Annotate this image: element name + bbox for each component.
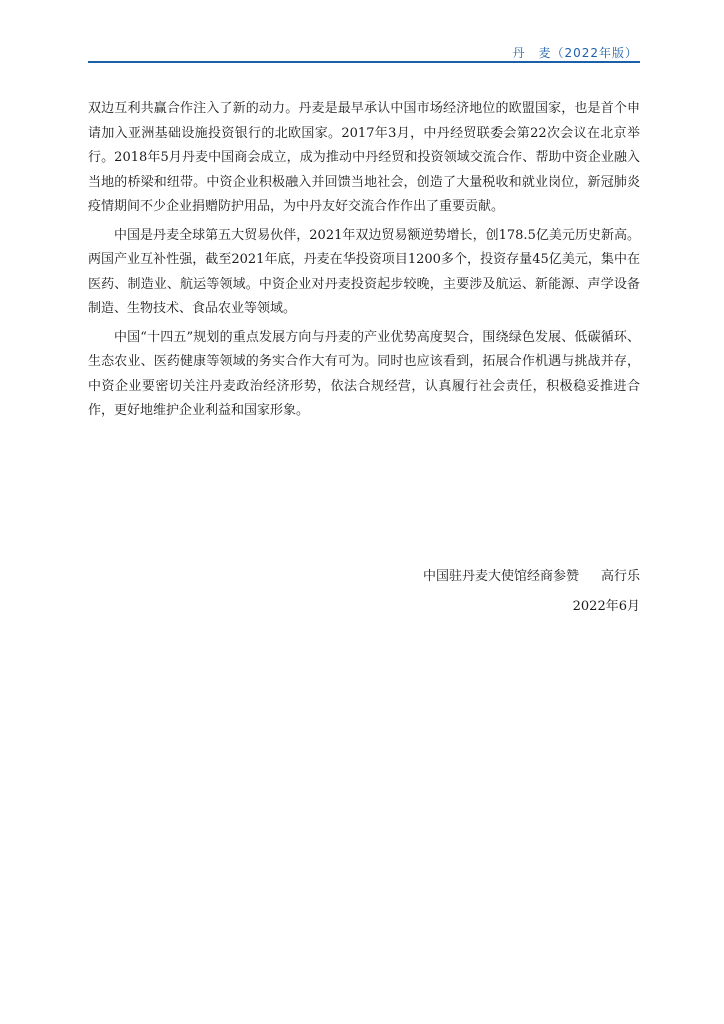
paragraph-trade: 中国是丹麦全球第五大贸易伙伴，2021年双边贸易额逆势增长，创178.5亿美元历史新高。两国产业互补性强，截至2021年底，丹麦在华投资项目1200多个，投资存量45亿美元，集中在医药、制造业、航运等领域。中资企业对丹麦投资起步较晚，主要涉及航运、新能源、声学设备制造、生物技术、食品农业等领域。 (88, 227, 640, 316)
signature-title: 中国驻丹麦大使馆经商参赞 (422, 569, 579, 584)
body-text (88, 97, 640, 428)
signature-block (423, 562, 640, 622)
signature-line (423, 562, 640, 592)
running-header-title: 丹 麦（2022年版） (512, 46, 638, 60)
signature-date: 2022年6月 (572, 599, 640, 614)
paragraph-continued: 双边互利共赢合作注入了新的动力。丹麦是最早承认中国市场经济地位的欧盟国家，也是首个申请加入亚洲基础设施投资银行的北欧国家。2017年3月，中丹经贸联委会第22次会议在北京举行。2018年5月丹麦中国商会成立，成为推动中丹经贸和投资领域交流合作、帮助中资企业融入当地的桥梁和纽带。中资企业积极融入并回馈当地社会，创造了大量税收和就业岗位，新冠肺炎疫情期间不少企业捐赠防护用品，为中丹友好交流合作作出了重要贡献。 (88, 101, 640, 214)
page-header (88, 44, 640, 64)
paragraph-outlook: 中国“十四五”规划的重点发展方向与丹麦的产业优势高度契合，围绕绿色发展、低碳循环、生态农业、医药健康等领域的务实合作大有可为。同时也应该看到，拓展合作机遇与挑战并存，中资企业要密切关注丹麦政治经济形势，依法合规经营，认真履行社会责任，积极稳妥推进合作，更好地维护企业利益和国家形象。 (88, 329, 640, 418)
header-divider (88, 61, 640, 63)
signature-name: 高行乐 (600, 569, 640, 584)
